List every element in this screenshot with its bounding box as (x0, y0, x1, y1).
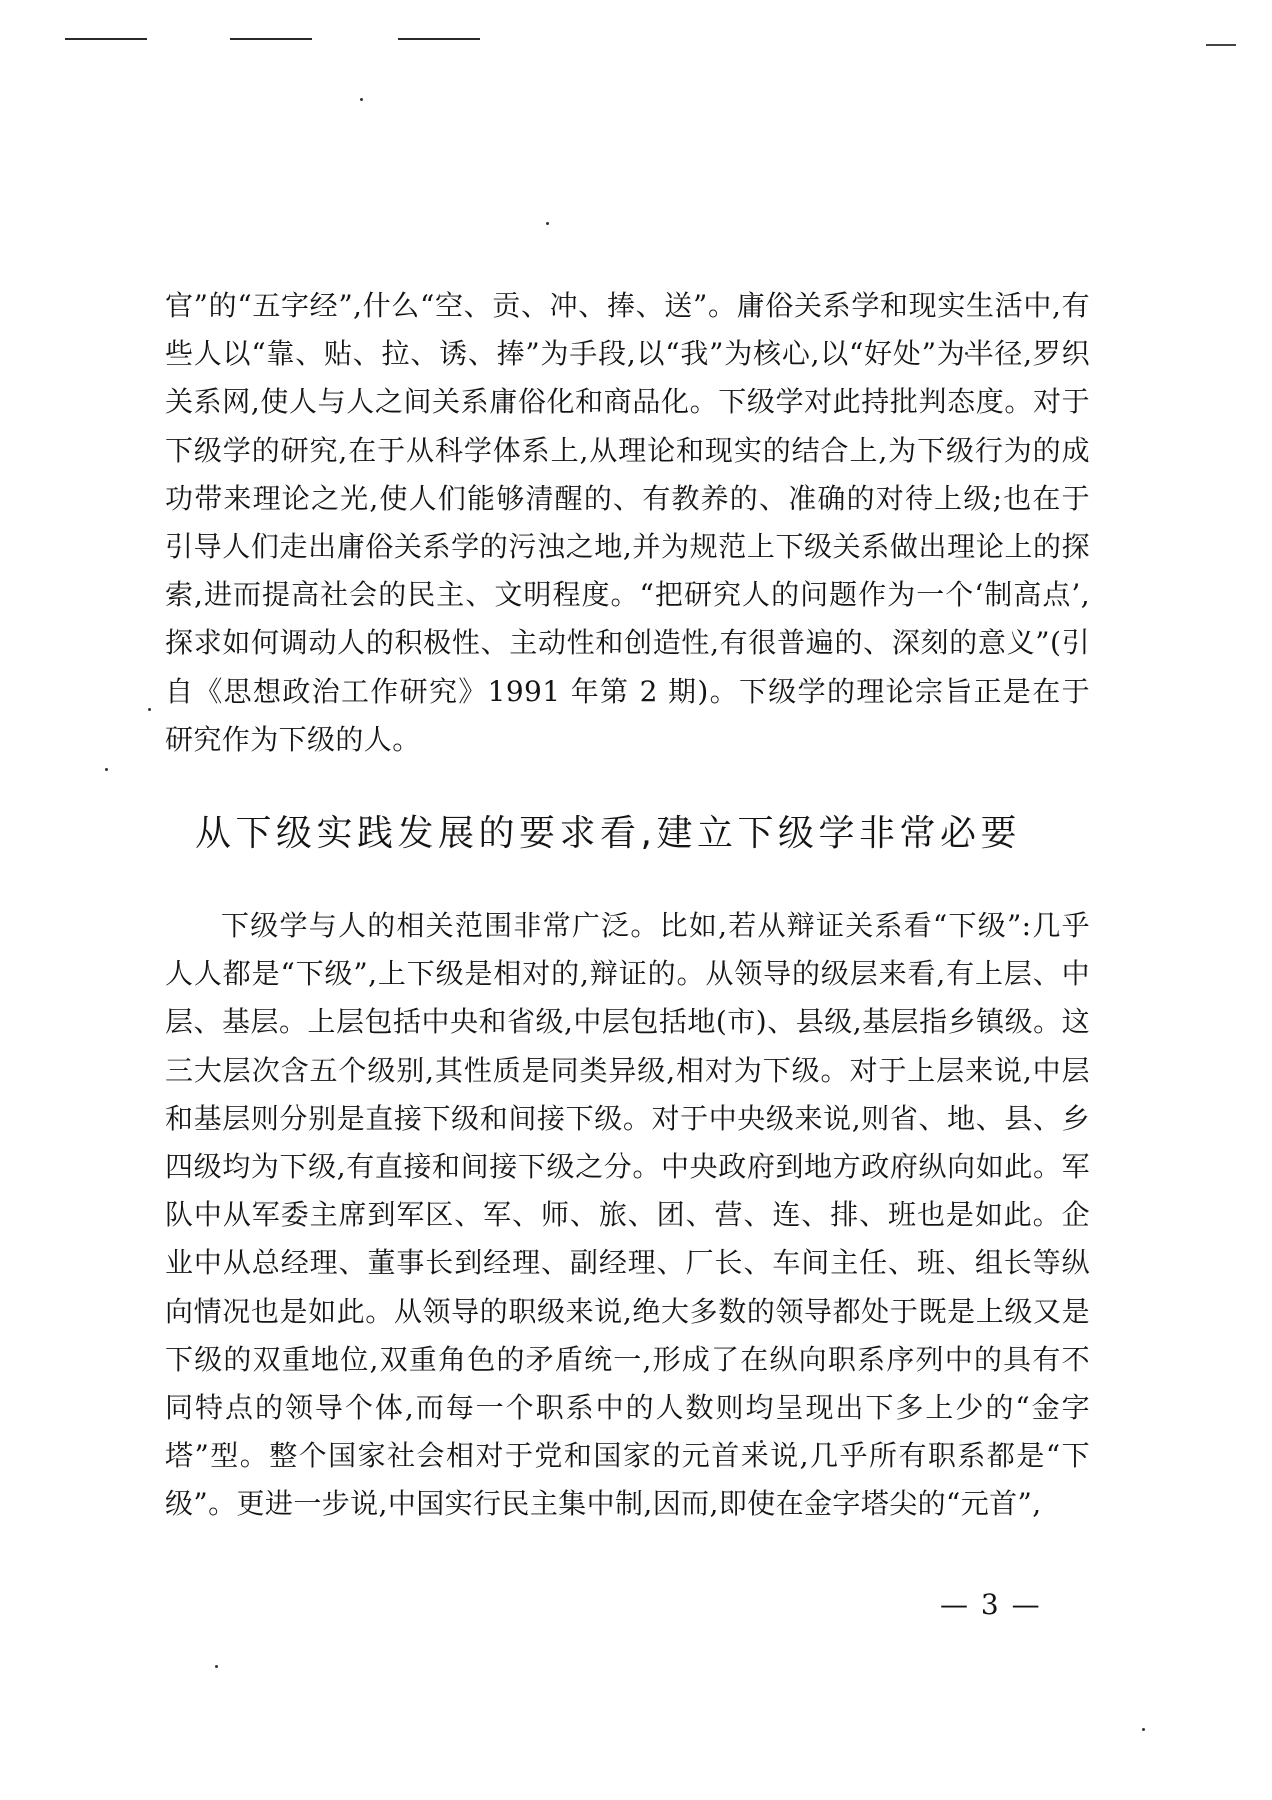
body-paragraph-2: 下级学与人的相关范围非常广泛。比如,若从辩证关系看“下级”:几乎人人都是“下级”,上下级是相对的,辩证的。从领导的级层来看,有上层、中层、基层。上层包括中央和省级,中层包括地(市)、县级,基层指乡镇级。这三大层次含五个级别,其性质是同类异级,相对为下级。对于上层来说,中层和基层则分别是直接下级和间接下级。对于中央级来说,则省、地、县、乡四级均为下级,有直接和间接下级之分。中央政府到地方政府纵向如此。军队中从军委主席到军区、军、师、旅、团、营、连、排、班也是如此。企业中从总经理、董事长到经理、副经理、厂长、车间主任、班、组长等纵向情况也是如此。从领导的职级来说,绝大多数的领导都处于既是上级又是下级的双重地位,双重角色的矛盾统一,形成了在纵向职系序列中的具有不同特点的领导个体,而每一个职系中的人数则均呈现出下多上少的“金字塔”型。整个国家社会相对于党和国家的元首来说,几乎所有职系都是“下级”。更进一步说,中国实行民主集中制,因而,即使在金字塔尖的“元首”, (165, 909, 1090, 1521)
top-rule-left (65, 38, 147, 40)
scan-speck (105, 768, 108, 771)
section-heading: 从下级实践发展的要求看,建立下级学非常必要 (195, 813, 1021, 855)
page-body (165, 282, 1090, 1529)
page-number: — 3 — (940, 1588, 1042, 1621)
scan-speck (148, 708, 151, 711)
corner-mark (1206, 44, 1236, 46)
scan-speck (546, 222, 549, 225)
top-rule-right (398, 38, 480, 40)
scan-speck (360, 98, 363, 101)
scan-speck (215, 1665, 218, 1668)
body-paragraph-1: 官”的“五字经”,什么“空、贡、冲、捧、送”。庸俗关系学和现实生活中,有些人以“靠、贴、拉、诱、捧”为手段,以“我”为核心,以“好处”为半径,罗织关系网,使人与人之间关系庸俗化和商品化。下级学对此持批判态度。对于下级学的研究,在于从科学体系上,从理论和现实的结合上,为下级行为的成功带来理论之光,使人们能够清醒的、有教养的、准确的对待上级;也在于引导人们走出庸俗关系学的污浊之地,并为规范上下级关系做出理论上的探索,进而提高社会的民主、文明程度。“把研究人的问题作为一个‘制高点’,探求如何调动人的积极性、主动性和创造性,有很普遍的、深刻的意义”(引自《思想政治工作研究》1991 年第 2 期)。下级学的理论宗旨正是在于研究作为下级的人。 (165, 289, 1090, 756)
top-rule-middle (230, 38, 312, 40)
scan-speck (1142, 1728, 1145, 1731)
